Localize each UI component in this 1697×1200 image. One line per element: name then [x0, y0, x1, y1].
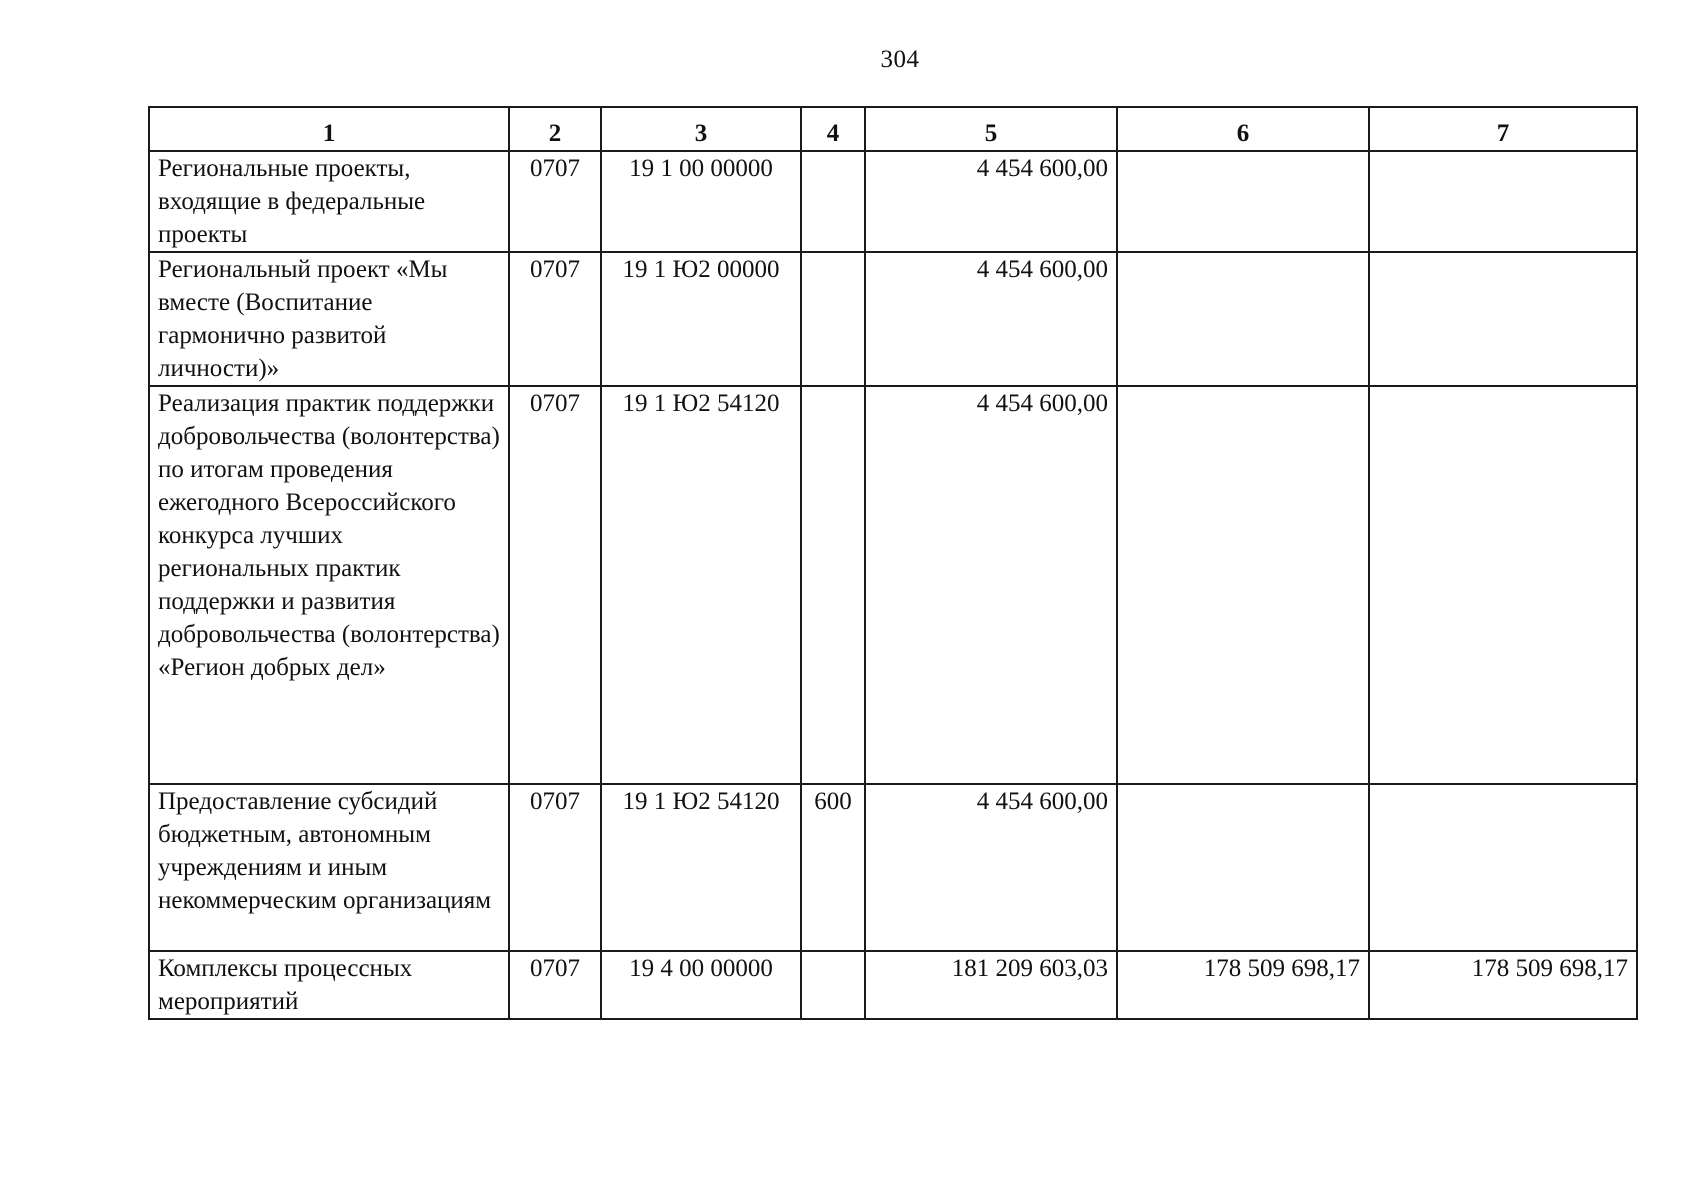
row-name: Предоставление субсидий бюджетным, автономным учреждениям и иным некоммерческим организациям — [149, 784, 509, 951]
table-row — [149, 784, 1637, 951]
row-amount-5: 4 454 600,00 — [865, 386, 1117, 784]
row-name: Региональный проект «Мы вместе (Воспитание гармонично развитой личности)» — [149, 252, 509, 386]
column-header-5: 5 — [865, 107, 1117, 151]
row-amount-6 — [1117, 151, 1369, 252]
column-header-1: 1 — [149, 107, 509, 151]
row-section: 0707 — [509, 252, 601, 386]
row-type — [801, 951, 865, 1019]
row-amount-7 — [1369, 386, 1637, 784]
row-amount-6 — [1117, 386, 1369, 784]
table-row — [149, 951, 1637, 1019]
row-amount-7 — [1369, 151, 1637, 252]
row-amount-7 — [1369, 252, 1637, 386]
row-code: 19 4 00 00000 — [601, 951, 801, 1019]
row-code: 19 1 Ю2 54120 — [601, 784, 801, 951]
table-row — [149, 252, 1637, 386]
row-type — [801, 151, 865, 252]
row-amount-5: 4 454 600,00 — [865, 784, 1117, 951]
table-row — [149, 151, 1637, 252]
row-type: 600 — [801, 784, 865, 951]
row-amount-5: 4 454 600,00 — [865, 151, 1117, 252]
row-amount-6 — [1117, 784, 1369, 951]
column-header-7: 7 — [1369, 107, 1637, 151]
row-amount-7 — [1369, 784, 1637, 951]
row-name: Комплексы процессных мероприятий — [149, 951, 509, 1019]
row-type — [801, 386, 865, 784]
row-section: 0707 — [509, 784, 601, 951]
row-code: 19 1 Ю2 54120 — [601, 386, 801, 784]
budget-table — [148, 106, 1638, 1020]
row-amount-7: 178 509 698,17 — [1369, 951, 1637, 1019]
row-section: 0707 — [509, 386, 601, 784]
row-name: Региональные проекты, входящие в федеральные проекты — [149, 151, 509, 252]
row-amount-5: 181 209 603,03 — [865, 951, 1117, 1019]
row-section: 0707 — [509, 951, 601, 1019]
row-amount-6 — [1117, 252, 1369, 386]
column-header-4: 4 — [801, 107, 865, 151]
column-header-2: 2 — [509, 107, 601, 151]
row-type — [801, 252, 865, 386]
header-row — [149, 107, 1637, 151]
column-header-3: 3 — [601, 107, 801, 151]
row-code: 19 1 Ю2 00000 — [601, 252, 801, 386]
row-name: Реализация практик поддержки добровольчества (волонтерства) по итогам проведения ежегодного Всероссийского конкурса лучших региональных практик поддержки и развития добровольчества (волонтерства) «Регион добрых дел» — [149, 386, 509, 784]
column-header-6: 6 — [1117, 107, 1369, 151]
table-row — [149, 386, 1637, 784]
row-code: 19 1 00 00000 — [601, 151, 801, 252]
row-section: 0707 — [509, 151, 601, 252]
row-amount-5: 4 454 600,00 — [865, 252, 1117, 386]
page-number: 304 — [880, 46, 920, 73]
row-amount-6: 178 509 698,17 — [1117, 951, 1369, 1019]
